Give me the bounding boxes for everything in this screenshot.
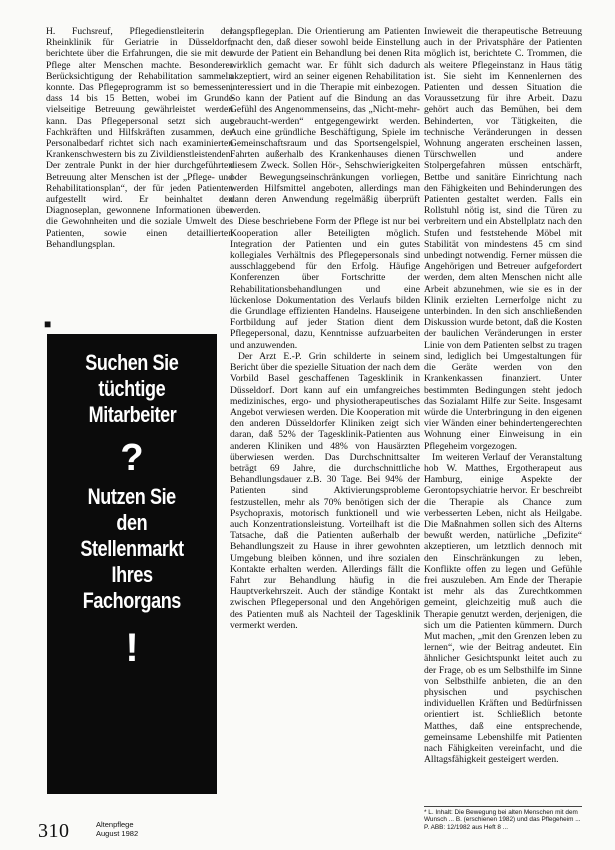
page-number: 310	[38, 820, 70, 842]
middle-paragraph-3: Der Arzt E.-P. Grin schilderte in seinem Bericht über die spezielle Situation der nach dem Vorbild Basel geschaffenen Tagesklinik in Düsseldorf. Dort kann auf ein umfangreiches medizinisches, ergo- und physiotherapeutisches Angebot verwiesen werden. Die Kooperation mit den anderen Düsseldorfer Kliniken zeigt sich daran, daß 52% der Tagesklinik-Patienten aus anderen Kliniken und 48% von Hausärzten überwiesen werden. Das Durchschnittsalter beträgt 69 Jahre, die durchschnittliche Behandlungsdauer z.B. 30 Tage. Bei 94% der Patienten sind Aktivierungsprobleme festzustellen, mehr als 70% benötigen sich der Psychopraxis, motorisch funktionell und wie auch Konzentrationsleistung. Vorteilhaft ist die Tatsache, daß die Patienten außerhalb der Behandlungszeit zu Hause in ihrer gewohnten Umgebung bleiben können, und ihre sozialen Kontakte erhalten werden. Allerdings fällt die Fahrt zur Behandlung häufig in die Hauptverkehrszeit. Auch der ständige Kontakt zwischen Pflegepersonal und den Angehörigen des Patienten muß als Nachteil der Tagesklinik vermerkt werden.	[230, 350, 420, 631]
ad-line-stellenmarkt: Stellenmarkt	[80, 536, 184, 561]
footnote: * L. Inhalt: Die Bewegung bei alten Menschen mit dem Wunsch ... B. (erschienen 1982) und das Pflegeheim ... P. ABB: 12/1982 aus Heft 8 ...	[424, 806, 582, 831]
ad-line-ihres: Ihres	[111, 562, 153, 587]
right-paragraph-2: Im weiteren Verlauf der Veranstaltung hob W. Matthes, Ergotherapeut aus Hamburg, einige Aspekte der Gerontopsychiatrie hervor. Er beschreibt die Therapie als Chance zum verbesserten Leben, nicht als Heilgabe. Die Maßnahmen sollen sich des Alterns bewußt werden, natürliche „Defizite“ akzeptieren, um letztlich dennoch mit den Einschränkungen zu leben, Konflikte offen zu legen und Gefühle frei auszuleben. Am Ende der Therapie ist mehr als das Zurechtkommen gemeint, gleichzeitig muß auch die Therapie genutzt werden, derjenigen, die sich um die Patienten kümmern. Durch Mut machen, „mit den Grenzen leben zu lernen“, wie der Beitrag andeutet. Ein ähnlicher Gesichtspunkt leitet auch zu der Frage, ob es um Selbsthilfe im Sinne von Selbsthilfe anbieten, die an den physischen und psychischen individuellen Kräften und Bedürfnissen orientiert ist. Schließlich betonte Matthes, daß eine entsprechende, gemeinsame Lebenshilfe mit Patienten nach Fähigkeiten vereinfacht, und die Alltagsfähigkeit gesteigert werden.	[424, 451, 582, 766]
ad-line-mitarbeiter: Mitarbeiter	[88, 402, 176, 427]
ad-line-den: den	[116, 510, 148, 535]
middle-paragraph-1: langspflegeplan. Die Orientierung am Patienten macht den, daß dieser sowohl beide Einstellung wurde der Patient ein Behandlung bei denen Rita wirklich gemacht war. Er fühlt sich dadurch akzeptiert, wird an seiner eigenen Rehabilitation interessiert und in die Therapie mit einbezogen. So kann der Patient auf die Bindung an das Gefühl des Angenommenseins, das „Nicht-mehr-gebraucht-werden“ entgegengewirkt werden. Auch eine gründliche Beschäftigung, Spiele im Gemeinschaftsraum und das Sportsengelspiel, Fahrten außerhalb des Krankenhauses dienen diesem Zweck. Sollen Hör-, Sehschwierigkeiten oder Bewegungseinschränkungen vorliegen, werden Hilfsmittel angeboten, allerdings man dann deren Anwendung regelmäßig überprüft werden.	[230, 26, 420, 217]
middle-column-text	[230, 26, 420, 776]
ad-line-suchen-sie: Suchen Sie	[85, 350, 179, 375]
ad-question-mark: ?	[120, 437, 144, 479]
side-mark: ■	[44, 317, 52, 331]
left-column-paragraph: H. Fuchsreuf, Pflegedienstleiterin der Rheinklinik für Geriatrie in Düsseldorf, berichtete über die Erfahrungen, die sie mit der Pflege alter Menschen machte. Besonderer Berücksichtigung der Rehabilitation sammeln konnte. Das Pflegeprogramm ist so bemessen, dass 14 bis 15 Betten, wobei im Grunde vielseitige Betreuung gewährleistet werden kann. Das Pflegepersonal setzt sich aus Fachkräften und Hilfskräften zusammen, der Personalbedarf richtet sich nach examinierten Krankenschwestern bis zu Zivildienstleistenden. Der zentrale Punkt in der hier durchgeführten Betreuung alter Menschen ist der „Pflege- und Rehabilitationsplan“, der für jeden Patienten aufgestellt wird. Er beinhaltet den Diagnoseplan, gewonnene Informationen über die Gewohnheiten und die soziale Umwelt des Patienten, sowie einen detaillierten Behandlungsplan.	[46, 26, 233, 250]
left-column-text	[46, 26, 233, 294]
ad-line-tuechtige: tüchtige	[98, 376, 166, 401]
right-column-text	[424, 26, 582, 802]
middle-paragraph-2: Diese beschriebene Form der Pflege ist nur bei Kooperation aller Beteiligten möglich. Integration der Patienten und ein gutes kollegiales Verhältnis des Pflegepersonals sind ausschlaggebend für den Erfolg. Häufige Konferenzen über Fortschritte der Rehabilitationsbehandlungen und eine lückenlose Dokumentation des Verlaufs bilden die Grundlage effizienten Handelns. Hauseigene Fortbildung auf jeder Station dient dem Pflegepersonal, dazu, Kenntnisse aufzuarbeiten und anzuwenden.	[230, 216, 420, 351]
journal-name: Altenpflege	[96, 820, 134, 829]
stellenmarkt-advertisement	[47, 334, 217, 794]
journal-issue: August 1982	[96, 829, 139, 838]
ad-line-nutzen-sie: Nutzen Sie	[87, 484, 177, 509]
right-paragraph-1: Inwieweit die therapeutische Betreuung auch in der Privatsphäre der Patienten möglich ist, berichtete C. Trommen, die als weitere Pflegeinstanz in Haus tätig ist. Sie sieht im Kennenlernen des Patienten und dessen Situation die Voraussetzung für ihre Arbeit. Dazu gehört auch das Bemühen, bei dem Behinderten, vor Tätigkeiten, die technische Veränderungen in dessen Wohnung angeraten erscheinen lassen, Türschwellen und andere Stolpergefahren müssen entschärft, Bettbe und sanitäre Einrichtung nach den Fähigkeiten und Behinderungen des Patienten gestaltet werden. Falls ein Rollstuhl nötig ist, sind die Türen zu verbreitern und ein Abstellplatz nach den Stufen und feststehende Möbel mit Stabilität von mindestens 45 cm sind unbedingt notwendig. Ferner müssen die Angehörigen und Betreuer aufgefordert werden, dem alten Menschen nicht alle Arbeit abzunehmen, wie sie es in der Klinik erzielten Lernerfolge nicht zu unterbinden. In den sich anschließenden Diskussion wurde betont, daß die Kosten der baulichen Veränderungen in erster Linie von dem Patienten selbst zu tragen sind, lediglich bei Umgestaltungen für die Geräte werden von den Krankenkassen finanziert. Unter bestimmten Bedingungen steht jedoch das Sozialamt Hilfe zur Seite. Insgesamt würde die Unterbringung in den eigenen vier Wänden einer behindertengerechten Wohnung einer Einweisung in ein Pflegeheim vorgezogen.	[424, 26, 582, 452]
ad-exclamation-mark: !	[125, 626, 139, 670]
journal-footer	[96, 820, 138, 838]
ad-line-fachorgans: Fachorgans	[82, 588, 182, 613]
